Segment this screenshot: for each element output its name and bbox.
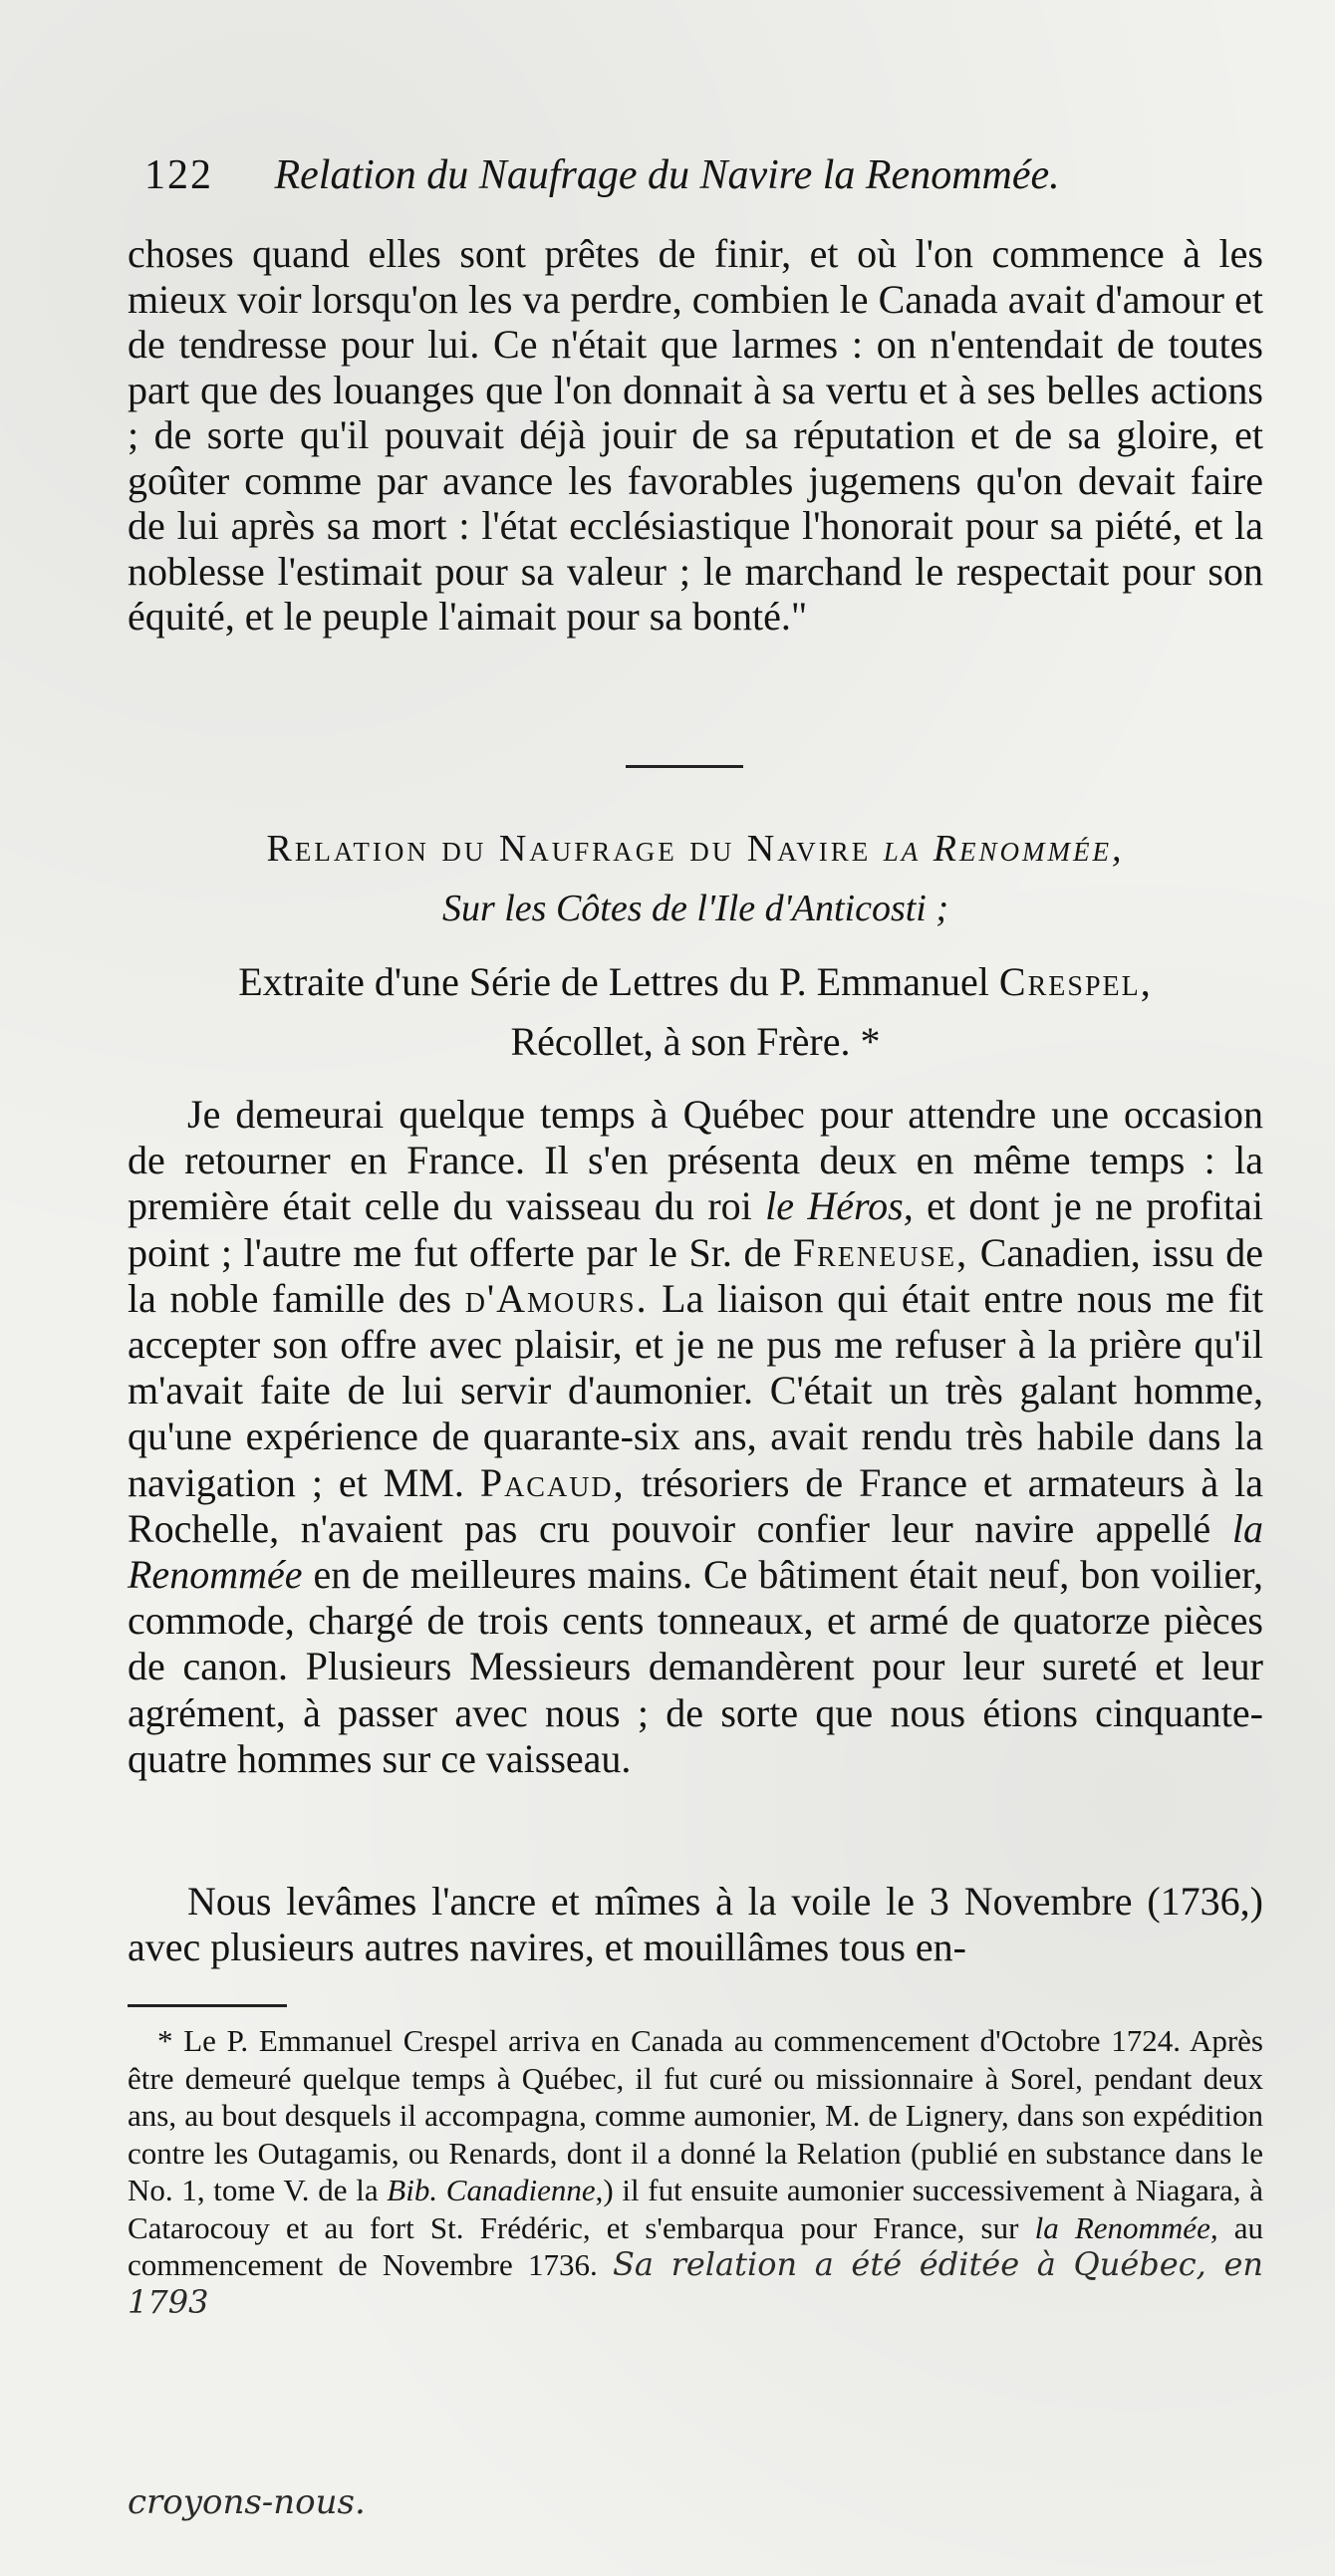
section-source	[128, 958, 1263, 1006]
ship-name-heros: le Héros,	[765, 1183, 914, 1229]
footnote-italic: Bib. Canadienne	[387, 2173, 596, 2207]
ship-name-renommee: la Renommée	[128, 1505, 1263, 1598]
footnote-text: au commencement de Novembre 1736.	[128, 2209, 1263, 2282]
page-number: 122	[144, 152, 213, 198]
text-run: trésoriers de France et armateurs à la Rochelle, n'avaient pas cru pouvoir confier leur navire appellé	[128, 1459, 1263, 1551]
section-title-ship: la Renommée,	[883, 828, 1125, 870]
section-subtitle: Sur les Côtes de l'Ile d'Anticosti ;	[441, 888, 949, 929]
handwritten-annotation-continued: croyons-nous.	[128, 2482, 366, 2522]
text-run: Je demeurai quelque temps à Québec pour attendre une occasion de retourner en France. Il s'en présenta deux en même temps : la première était celle du vaisseau du roi	[128, 1092, 1263, 1229]
name-pacaud: Pacaud,	[479, 1459, 626, 1505]
paragraph-main	[128, 1092, 1263, 1782]
text-run: Canadien, issu de la noble famille des	[128, 1229, 1263, 1321]
text-run: en de meilleures mains. Ce bâtiment était neuf, bon voilier, commode, chargé de trois cents tonneaux, et armé de quatorze pièces de canon. Plusieurs Messieurs demandèrent pour leur sureté et leur agrément, à passer avec nous ; de sorte que nous étions cinquante-quatre hommes sur ce vaisseau.	[128, 1552, 1263, 1781]
name-freneuse: Freneuse,	[792, 1229, 969, 1275]
text-run: La liaison qui était entre nous me fit accepter son offre avec plaisir, et je ne pus me refuser à la prière qu'il m'avait faite de lui servir d'aumonier. C'était un très galant homme, qu'une expérience de quarante-six ans, avait rendu très habile dans la navigation ; et MM.	[128, 1275, 1264, 1505]
section-title-main: Relation du Naufrage du Navire	[266, 828, 884, 870]
handwritten-annotation: Sa relation a été éditée à Québec, en 1793	[128, 2245, 1263, 2321]
paragraph-continued: choses quand elles sont prêtes de finir, et où l'on commence à les mieux voir lorsqu'on les va perdre, combien le Canada avait d'amour et de tendresse pour lui. Ce n'était que larmes : on n'entendait de toutes part que des louanges que l'on donnait à sa vertu et à ses belles actions ; de sorte qu'il pouvait déjà jouir de sa réputation et de sa gloire, et goûter comme par avance les favorables jugemens qu'on devait faire de lui après sa mort : l'état ecclésiastique l'honorait pour sa piété, et la noblesse l'estimait pour sa valeur ; le marchand le respectait pour son équité, et le peuple l'aimait pour sa bonté."	[128, 231, 1263, 639]
running-title: Relation du Naufrage du Navire la Renommée.	[274, 152, 1060, 198]
author-name: Crespel,	[998, 959, 1153, 1004]
footnote-rule	[128, 2004, 287, 2007]
section-title	[128, 825, 1263, 873]
footnote-text: ,) il fut ensuite aumonier successivement à Niagara, à Catarocouy et au fort St. Frédéric, et s'embarqua pour France, sur	[128, 2173, 1263, 2245]
page-header	[144, 149, 1270, 201]
text-run: et dont je ne profitai point ; l'autre me fut offerte par le Sr. de	[128, 1183, 1264, 1275]
section-source-text: Extraite d'une Série de Lettres du P. Emmanuel	[238, 959, 999, 1004]
footnote	[128, 2022, 1263, 2321]
section-divider	[626, 765, 743, 768]
footnote-text: * Le P. Emmanuel Crespel arriva en Canada au commencement d'Octobre 1724. Après être demeuré quelque temps à Québec, il fut curé ou missionnaire à Sorel, pendant deux ans, au bout desquels il accompagna, comme aumonier, M. de Lignery, dans son expédition contre les Outagamis, ou Renards, dont il a donné la Relation (publié en substance dans le No. 1, tome V. de la	[128, 2023, 1263, 2207]
footnote-italic: la Renommée,	[1034, 2209, 1218, 2245]
paragraph-departure: Nous levâmes l'ancre et mîmes à la voile le 3 Novembre (1736,) avec plusieurs autres navires, et mouillâmes tous en-	[128, 1879, 1263, 1969]
section-source-continued: Récollet, à son Frère. *	[510, 1019, 881, 1064]
name-damours: d'Amours.	[464, 1275, 649, 1321]
